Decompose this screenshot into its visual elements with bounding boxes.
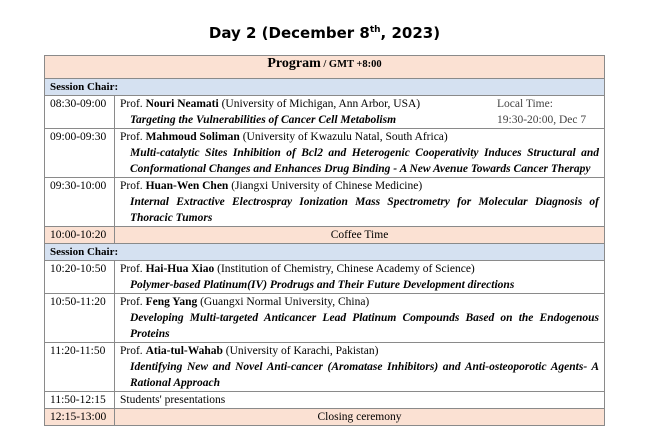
speaker-prefix: Prof. <box>120 131 146 143</box>
talk-cell <box>115 178 605 227</box>
talk-time: 09:30-10:00 <box>45 178 115 227</box>
closing-time: 12:15-13:00 <box>45 409 115 426</box>
talk-cell <box>115 261 605 294</box>
talk-time: 08:30-09:00 <box>45 96 115 129</box>
talk-title: Identifying New and Novel Anti-cancer (Aromatase Inhibitors) and Anti-osteoporotic Agents- A Rational Approach <box>130 361 599 389</box>
talk-title: Multi-catalytic Sites Inhibition of Bcl2 and Heterogenic Cooperativity Induces Structural and Conformational Changes and Enhances Drug Binding - A New Avenue Towards Cancer Therapy <box>130 147 599 175</box>
table-row <box>45 261 605 294</box>
session-chair-label: Session Chair: <box>45 244 605 261</box>
break-label: Coffee Time <box>115 227 605 244</box>
speaker-affiliation: (University of Kwazulu Natal, South Africa) <box>239 131 448 143</box>
local-time-label: Local Time: <box>497 98 553 110</box>
talk-cell <box>115 96 605 129</box>
speaker-affiliation: (Jiangxi University of Chinese Medicine) <box>228 180 423 192</box>
program-table <box>44 55 605 426</box>
talk-cell <box>115 129 605 178</box>
table-row <box>45 343 605 392</box>
title-suffix: , 2023) <box>380 24 441 42</box>
break-time: 10:00-10:20 <box>45 227 115 244</box>
talk-title: Developing Multi-targeted Anticancer Lead Platinum Compounds Based on the Endogenous Proteins <box>130 312 599 340</box>
page-title <box>0 24 649 42</box>
speaker-line <box>120 294 599 310</box>
program-label: Program <box>267 56 321 71</box>
speaker-line <box>120 129 599 145</box>
speaker-prefix: Prof. <box>120 296 146 308</box>
closing-label: Closing ceremony <box>115 409 605 426</box>
session-chair-row <box>45 244 605 261</box>
talk-time: 10:20-10:50 <box>45 261 115 294</box>
talk-title: Internal Extractive Electrospray Ionization Mass Spectrometry for Molecular Diagnosis of Thoracic Tumors <box>130 196 599 224</box>
talk-title: Polymer-based Platinum(IV) Prodrugs and Their Future Development directions <box>130 279 515 291</box>
timezone-label: / GMT +8:00 <box>320 59 382 70</box>
title-prefix: Day 2 (December 8 <box>208 24 370 42</box>
speaker-name: Huan-Wen Chen <box>145 180 229 192</box>
speaker-name: Hai-Hua Xiao <box>145 263 215 275</box>
speaker-prefix: Prof. <box>120 98 146 110</box>
session-chair-row <box>45 79 605 96</box>
students-time: 11:50-12:15 <box>45 392 115 409</box>
talk-title: Targeting the Vulnerabilities of Cancer Cell Metabolism <box>130 114 397 126</box>
speaker-line <box>120 261 599 277</box>
speaker-affiliation: (University of Michigan, Ann Arbor, USA) <box>218 98 421 110</box>
program-header-row <box>45 56 605 79</box>
talk-cell <box>115 343 605 392</box>
talk-cell <box>115 294 605 343</box>
table-row <box>45 129 605 178</box>
speaker-prefix: Prof. <box>120 345 146 357</box>
talk-time: 10:50-11:20 <box>45 294 115 343</box>
speaker-prefix: Prof. <box>120 180 146 192</box>
speaker-line <box>120 178 599 194</box>
title-superscript: th <box>369 25 381 35</box>
table-row <box>45 96 605 129</box>
speaker-line <box>120 343 599 359</box>
program-header-cell <box>45 56 605 79</box>
speaker-name: Feng Yang <box>145 296 198 308</box>
table-row <box>45 294 605 343</box>
speaker-prefix: Prof. <box>120 263 146 275</box>
coffee-break-row <box>45 227 605 244</box>
closing-row <box>45 409 605 426</box>
table-row <box>45 178 605 227</box>
speaker-affiliation: (Guangxi Normal University, China) <box>197 296 370 308</box>
students-label: Students' presentations <box>115 392 605 409</box>
speaker-name: Nouri Neamati <box>145 98 219 110</box>
local-time-box <box>497 96 599 128</box>
students-row <box>45 392 605 409</box>
session-chair-label: Session Chair: <box>45 79 605 96</box>
local-time-value: 19:30-20:00, Dec 7 <box>497 114 587 126</box>
talk-time: 09:00-09:30 <box>45 129 115 178</box>
speaker-name: Mahmoud Soliman <box>145 131 240 143</box>
speaker-affiliation: (University of Karachi, Pakistan) <box>222 345 379 357</box>
talk-time: 11:20-11:50 <box>45 343 115 392</box>
speaker-affiliation: (Institution of Chemistry, Chinese Academy of Science) <box>214 263 475 275</box>
speaker-name: Atia-tul-Wahab <box>145 345 223 357</box>
